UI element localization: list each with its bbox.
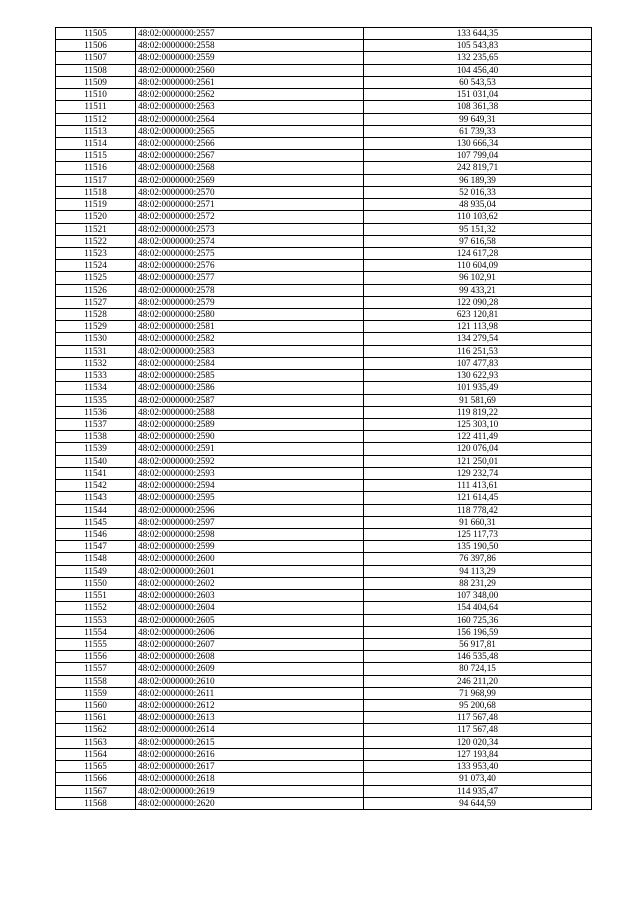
table-row (56, 199, 592, 211)
row-number-cell: 11547 (56, 541, 136, 553)
cadastral-value-cell: 91 660,31 (364, 516, 592, 528)
cadastral-value-cell: 95 151,32 (364, 223, 592, 235)
cadastral-number-cell: 48:02:0000000:2603 (136, 590, 364, 602)
cadastral-value-cell: 132 235,65 (364, 52, 592, 64)
cadastral-number-cell: 48:02:0000000:2561 (136, 76, 364, 88)
cadastral-value-table (55, 27, 592, 810)
table-row (56, 345, 592, 357)
table-row (56, 761, 592, 773)
cadastral-number-cell: 48:02:0000000:2619 (136, 785, 364, 797)
table-row (56, 284, 592, 296)
cadastral-value-cell: 91 581,69 (364, 394, 592, 406)
cadastral-number-cell: 48:02:0000000:2608 (136, 651, 364, 663)
cadastral-number-cell: 48:02:0000000:2562 (136, 89, 364, 101)
cadastral-value-cell: 56 917,81 (364, 638, 592, 650)
row-number-cell: 11565 (56, 761, 136, 773)
row-number-cell: 11534 (56, 382, 136, 394)
table-row (56, 89, 592, 101)
cadastral-number-cell: 48:02:0000000:2590 (136, 431, 364, 443)
row-number-cell: 11505 (56, 28, 136, 40)
cadastral-value-cell: 114 935,47 (364, 785, 592, 797)
row-number-cell: 11506 (56, 40, 136, 52)
cadastral-value-cell: 119 819,22 (364, 406, 592, 418)
table-row (56, 260, 592, 272)
table-row (56, 736, 592, 748)
table-row (56, 419, 592, 431)
row-number-cell: 11558 (56, 675, 136, 687)
table-row (56, 541, 592, 553)
cadastral-value-cell: 121 614,45 (364, 492, 592, 504)
table-row (56, 748, 592, 760)
row-number-cell: 11561 (56, 712, 136, 724)
table-row (56, 565, 592, 577)
cadastral-value-cell: 151 031,04 (364, 89, 592, 101)
table-row (56, 296, 592, 308)
row-number-cell: 11555 (56, 638, 136, 650)
cadastral-value-cell: 96 102,91 (364, 272, 592, 284)
row-number-cell: 11529 (56, 321, 136, 333)
cadastral-value-cell: 133 644,35 (364, 28, 592, 40)
cadastral-value-cell: 88 231,29 (364, 577, 592, 589)
cadastral-value-cell: 160 725,36 (364, 614, 592, 626)
cadastral-value-cell: 242 819,71 (364, 162, 592, 174)
cadastral-value-cell: 52 016,33 (364, 186, 592, 198)
table-row (56, 516, 592, 528)
cadastral-value-cell: 623 120,81 (364, 309, 592, 321)
table-row (56, 40, 592, 52)
cadastral-value-cell: 105 543,83 (364, 40, 592, 52)
row-number-cell: 11545 (56, 516, 136, 528)
cadastral-value-cell: 125 303,10 (364, 419, 592, 431)
cadastral-number-cell: 48:02:0000000:2597 (136, 516, 364, 528)
row-number-cell: 11550 (56, 577, 136, 589)
row-number-cell: 11551 (56, 590, 136, 602)
row-number-cell: 11566 (56, 773, 136, 785)
cadastral-value-cell: 129 232,74 (364, 467, 592, 479)
cadastral-number-cell: 48:02:0000000:2594 (136, 480, 364, 492)
row-number-cell: 11527 (56, 296, 136, 308)
cadastral-value-cell: 156 196,59 (364, 626, 592, 638)
row-number-cell: 11549 (56, 565, 136, 577)
table-row (56, 700, 592, 712)
table-row (56, 724, 592, 736)
row-number-cell: 11533 (56, 370, 136, 382)
cadastral-number-cell: 48:02:0000000:2586 (136, 382, 364, 394)
table-row (56, 492, 592, 504)
cadastral-number-cell: 48:02:0000000:2575 (136, 247, 364, 259)
cadastral-number-cell: 48:02:0000000:2607 (136, 638, 364, 650)
cadastral-number-cell: 48:02:0000000:2620 (136, 797, 364, 809)
cadastral-value-cell: 134 279,54 (364, 333, 592, 345)
cadastral-value-cell: 108 361,38 (364, 101, 592, 113)
row-number-cell: 11520 (56, 211, 136, 223)
cadastral-value-cell: 111 413,61 (364, 480, 592, 492)
cadastral-number-cell: 48:02:0000000:2602 (136, 577, 364, 589)
row-number-cell: 11567 (56, 785, 136, 797)
cadastral-number-cell: 48:02:0000000:2570 (136, 186, 364, 198)
cadastral-number-cell: 48:02:0000000:2568 (136, 162, 364, 174)
table-row (56, 370, 592, 382)
row-number-cell: 11541 (56, 467, 136, 479)
table-row (56, 797, 592, 809)
cadastral-value-cell: 121 250,01 (364, 455, 592, 467)
row-number-cell: 11532 (56, 357, 136, 369)
row-number-cell: 11512 (56, 113, 136, 125)
table-row (56, 480, 592, 492)
table-row (56, 113, 592, 125)
table-row (56, 553, 592, 565)
cadastral-number-cell: 48:02:0000000:2573 (136, 223, 364, 235)
row-number-cell: 11548 (56, 553, 136, 565)
row-number-cell: 11535 (56, 394, 136, 406)
row-number-cell: 11516 (56, 162, 136, 174)
row-number-cell: 11537 (56, 419, 136, 431)
cadastral-value-cell: 121 113,98 (364, 321, 592, 333)
cadastral-value-cell: 118 778,42 (364, 504, 592, 516)
table-row (56, 223, 592, 235)
cadastral-number-cell: 48:02:0000000:2615 (136, 736, 364, 748)
row-number-cell: 11557 (56, 663, 136, 675)
cadastral-number-cell: 48:02:0000000:2601 (136, 565, 364, 577)
table-row (56, 467, 592, 479)
row-number-cell: 11543 (56, 492, 136, 504)
cadastral-number-cell: 48:02:0000000:2606 (136, 626, 364, 638)
cadastral-value-cell: 91 073,40 (364, 773, 592, 785)
cadastral-number-cell: 48:02:0000000:2583 (136, 345, 364, 357)
cadastral-number-cell: 48:02:0000000:2613 (136, 712, 364, 724)
row-number-cell: 11515 (56, 150, 136, 162)
cadastral-number-cell: 48:02:0000000:2559 (136, 52, 364, 64)
cadastral-number-cell: 48:02:0000000:2618 (136, 773, 364, 785)
row-number-cell: 11544 (56, 504, 136, 516)
row-number-cell: 11540 (56, 455, 136, 467)
cadastral-value-cell: 94 113,29 (364, 565, 592, 577)
cadastral-number-cell: 48:02:0000000:2566 (136, 137, 364, 149)
cadastral-value-cell: 95 200,68 (364, 700, 592, 712)
cadastral-number-cell: 48:02:0000000:2604 (136, 602, 364, 614)
cadastral-number-cell: 48:02:0000000:2598 (136, 528, 364, 540)
cadastral-value-cell: 80 724,15 (364, 663, 592, 675)
table-row (56, 137, 592, 149)
row-number-cell: 11536 (56, 406, 136, 418)
row-number-cell: 11521 (56, 223, 136, 235)
cadastral-value-cell: 107 799,04 (364, 150, 592, 162)
cadastral-value-cell: 99 649,31 (364, 113, 592, 125)
row-number-cell: 11531 (56, 345, 136, 357)
cadastral-number-cell: 48:02:0000000:2595 (136, 492, 364, 504)
cadastral-number-cell: 48:02:0000000:2581 (136, 321, 364, 333)
table-row (56, 443, 592, 455)
cadastral-number-cell: 48:02:0000000:2584 (136, 357, 364, 369)
table-row (56, 382, 592, 394)
cadastral-number-cell: 48:02:0000000:2580 (136, 309, 364, 321)
table-row (56, 211, 592, 223)
cadastral-number-cell: 48:02:0000000:2567 (136, 150, 364, 162)
row-number-cell: 11526 (56, 284, 136, 296)
cadastral-value-cell: 130 622,93 (364, 370, 592, 382)
row-number-cell: 11511 (56, 101, 136, 113)
table-row (56, 785, 592, 797)
table-row (56, 309, 592, 321)
row-number-cell: 11519 (56, 199, 136, 211)
cadastral-value-cell: 116 251,53 (364, 345, 592, 357)
row-number-cell: 11554 (56, 626, 136, 638)
table-row (56, 76, 592, 88)
cadastral-value-cell: 117 567,48 (364, 712, 592, 724)
cadastral-number-cell: 48:02:0000000:2614 (136, 724, 364, 736)
table-row (56, 186, 592, 198)
row-number-cell: 11564 (56, 748, 136, 760)
row-number-cell: 11546 (56, 528, 136, 540)
cadastral-number-cell: 48:02:0000000:2587 (136, 394, 364, 406)
row-number-cell: 11514 (56, 137, 136, 149)
cadastral-number-cell: 48:02:0000000:2593 (136, 467, 364, 479)
table-row (56, 162, 592, 174)
table-row (56, 431, 592, 443)
cadastral-number-cell: 48:02:0000000:2558 (136, 40, 364, 52)
row-number-cell: 11563 (56, 736, 136, 748)
table-row (56, 406, 592, 418)
cadastral-number-cell: 48:02:0000000:2557 (136, 28, 364, 40)
row-number-cell: 11559 (56, 687, 136, 699)
cadastral-value-cell: 48 935,04 (364, 199, 592, 211)
cadastral-value-cell: 71 968,99 (364, 687, 592, 699)
table-row (56, 150, 592, 162)
table-row (56, 773, 592, 785)
table-row (56, 394, 592, 406)
table-row (56, 235, 592, 247)
table-row (56, 590, 592, 602)
cadastral-number-cell: 48:02:0000000:2616 (136, 748, 364, 760)
cadastral-value-cell: 99 433,21 (364, 284, 592, 296)
cadastral-value-cell: 117 567,48 (364, 724, 592, 736)
cadastral-value-cell: 110 604,09 (364, 260, 592, 272)
row-number-cell: 11509 (56, 76, 136, 88)
cadastral-value-cell: 130 666,34 (364, 137, 592, 149)
cadastral-number-cell: 48:02:0000000:2592 (136, 455, 364, 467)
cadastral-value-cell: 107 477,83 (364, 357, 592, 369)
cadastral-value-cell: 120 076,04 (364, 443, 592, 455)
row-number-cell: 11525 (56, 272, 136, 284)
cadastral-value-cell: 127 193,84 (364, 748, 592, 760)
cadastral-value-cell: 135 190,50 (364, 541, 592, 553)
table-row (56, 712, 592, 724)
table-row (56, 101, 592, 113)
cadastral-number-cell: 48:02:0000000:2572 (136, 211, 364, 223)
cadastral-value-cell: 104 456,40 (364, 64, 592, 76)
row-number-cell: 11522 (56, 235, 136, 247)
cadastral-number-cell: 48:02:0000000:2574 (136, 235, 364, 247)
table-row (56, 638, 592, 650)
cadastral-number-cell: 48:02:0000000:2591 (136, 443, 364, 455)
row-number-cell: 11513 (56, 125, 136, 137)
row-number-cell: 11507 (56, 52, 136, 64)
cadastral-number-cell: 48:02:0000000:2617 (136, 761, 364, 773)
table-row (56, 504, 592, 516)
table-row (56, 651, 592, 663)
cadastral-number-cell: 48:02:0000000:2576 (136, 260, 364, 272)
row-number-cell: 11562 (56, 724, 136, 736)
row-number-cell: 11539 (56, 443, 136, 455)
cadastral-number-cell: 48:02:0000000:2585 (136, 370, 364, 382)
cadastral-number-cell: 48:02:0000000:2582 (136, 333, 364, 345)
cadastral-number-cell: 48:02:0000000:2588 (136, 406, 364, 418)
table-row (56, 675, 592, 687)
cadastral-value-cell: 110 103,62 (364, 211, 592, 223)
cadastral-value-cell: 107 348,00 (364, 590, 592, 602)
table-row (56, 52, 592, 64)
cadastral-number-cell: 48:02:0000000:2579 (136, 296, 364, 308)
table-row (56, 528, 592, 540)
row-number-cell: 11552 (56, 602, 136, 614)
table-row (56, 357, 592, 369)
cadastral-value-cell: 97 616,58 (364, 235, 592, 247)
cadastral-number-cell: 48:02:0000000:2605 (136, 614, 364, 626)
cadastral-number-cell: 48:02:0000000:2569 (136, 174, 364, 186)
row-number-cell: 11508 (56, 64, 136, 76)
cadastral-number-cell: 48:02:0000000:2564 (136, 113, 364, 125)
row-number-cell: 11556 (56, 651, 136, 663)
cadastral-number-cell: 48:02:0000000:2563 (136, 101, 364, 113)
cadastral-number-cell: 48:02:0000000:2610 (136, 675, 364, 687)
row-number-cell: 11518 (56, 186, 136, 198)
table-row (56, 174, 592, 186)
cadastral-value-cell: 96 189,39 (364, 174, 592, 186)
table-row (56, 455, 592, 467)
cadastral-number-cell: 48:02:0000000:2609 (136, 663, 364, 675)
table-row (56, 577, 592, 589)
cadastral-value-cell: 94 644,59 (364, 797, 592, 809)
cadastral-value-cell: 146 535,48 (364, 651, 592, 663)
row-number-cell: 11560 (56, 700, 136, 712)
row-number-cell: 11510 (56, 89, 136, 101)
cadastral-number-cell: 48:02:0000000:2565 (136, 125, 364, 137)
row-number-cell: 11538 (56, 431, 136, 443)
row-number-cell: 11528 (56, 309, 136, 321)
table-row (56, 602, 592, 614)
cadastral-number-cell: 48:02:0000000:2578 (136, 284, 364, 296)
table-row (56, 64, 592, 76)
table-row (56, 321, 592, 333)
cadastral-value-cell: 60 543,53 (364, 76, 592, 88)
table-row (56, 687, 592, 699)
cadastral-value-cell: 61 739,33 (364, 125, 592, 137)
table-row (56, 663, 592, 675)
cadastral-number-cell: 48:02:0000000:2577 (136, 272, 364, 284)
row-number-cell: 11553 (56, 614, 136, 626)
row-number-cell: 11530 (56, 333, 136, 345)
row-number-cell: 11517 (56, 174, 136, 186)
table-row (56, 333, 592, 345)
row-number-cell: 11542 (56, 480, 136, 492)
cadastral-number-cell: 48:02:0000000:2589 (136, 419, 364, 431)
table-row (56, 28, 592, 40)
cadastral-number-cell: 48:02:0000000:2611 (136, 687, 364, 699)
table-body (56, 28, 592, 810)
cadastral-value-cell: 154 404,64 (364, 602, 592, 614)
cadastral-number-cell: 48:02:0000000:2600 (136, 553, 364, 565)
cadastral-number-cell: 48:02:0000000:2560 (136, 64, 364, 76)
cadastral-number-cell: 48:02:0000000:2596 (136, 504, 364, 516)
cadastral-number-cell: 48:02:0000000:2599 (136, 541, 364, 553)
table-row (56, 626, 592, 638)
cadastral-value-cell: 120 020,34 (364, 736, 592, 748)
cadastral-value-cell: 133 953,40 (364, 761, 592, 773)
cadastral-value-cell: 125 117,73 (364, 528, 592, 540)
table-row (56, 272, 592, 284)
cadastral-value-cell: 246 211,20 (364, 675, 592, 687)
table-row (56, 614, 592, 626)
row-number-cell: 11568 (56, 797, 136, 809)
cadastral-number-cell: 48:02:0000000:2612 (136, 700, 364, 712)
table-row (56, 247, 592, 259)
cadastral-number-cell: 48:02:0000000:2571 (136, 199, 364, 211)
row-number-cell: 11524 (56, 260, 136, 272)
cadastral-value-cell: 122 411,49 (364, 431, 592, 443)
cadastral-value-cell: 122 090,28 (364, 296, 592, 308)
table-row (56, 125, 592, 137)
cadastral-value-cell: 101 935,49 (364, 382, 592, 394)
cadastral-value-cell: 76 397,86 (364, 553, 592, 565)
row-number-cell: 11523 (56, 247, 136, 259)
cadastral-value-cell: 124 617,28 (364, 247, 592, 259)
